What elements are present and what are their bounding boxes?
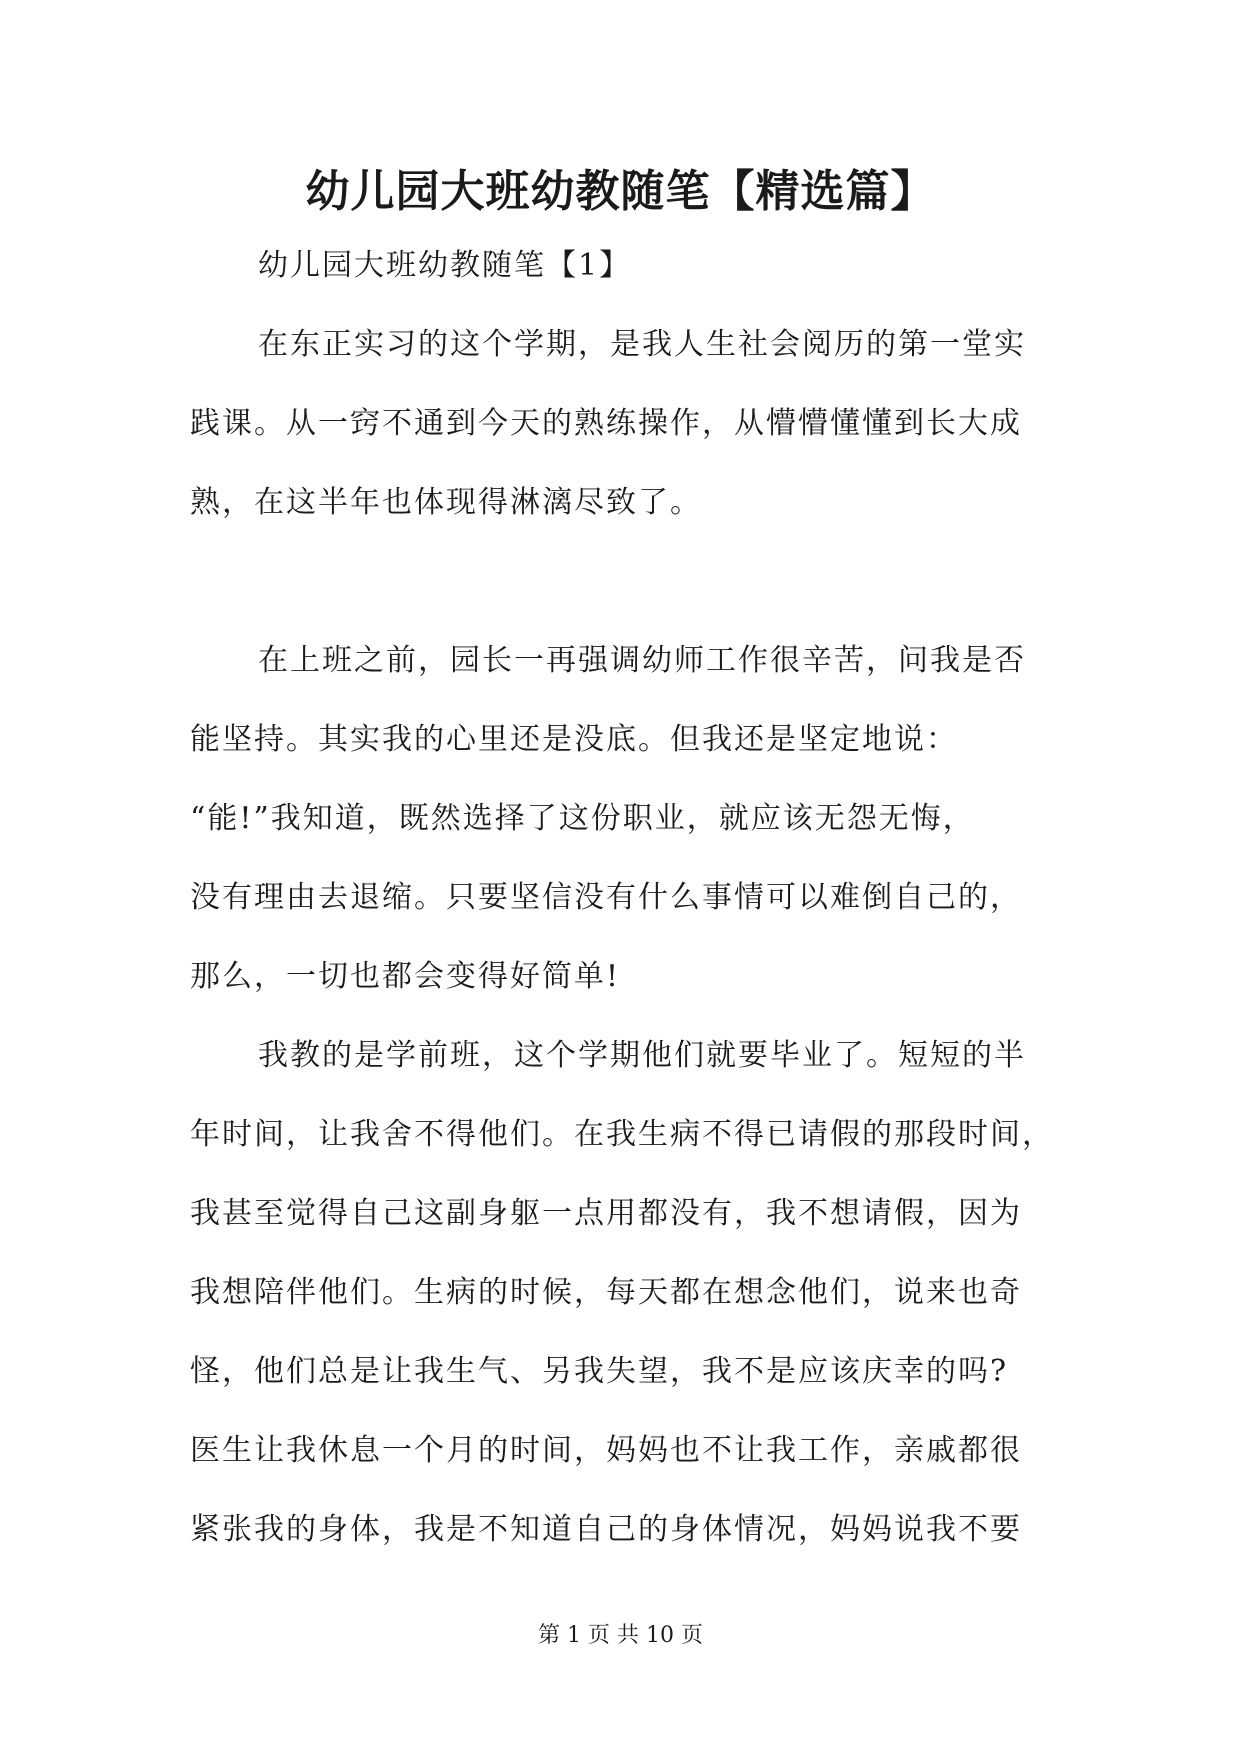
document-body bbox=[190, 226, 1070, 1569]
document-title: 幼儿园大班幼教随笔【精选篇】 bbox=[305, 166, 936, 217]
paragraph-2-line-2: 能坚持。其实我的心里还是没底。但我还是坚定地说： bbox=[190, 722, 958, 757]
paragraph-2-line-5: 那么，一切也都会变得好简单! bbox=[190, 959, 621, 994]
paragraph-3-line-6: 医生让我休息一个月的时间，妈妈也不让我工作，亲戚都很 bbox=[190, 1433, 1022, 1468]
section-heading: 幼儿园大班幼教随笔【1】 bbox=[258, 248, 632, 283]
paragraph-3-line-1: 我教的是学前班，这个学期他们就要毕业了。短短的半 bbox=[258, 1038, 1026, 1073]
paragraph-gap bbox=[190, 542, 1070, 621]
paragraph-2-line-3: “能!”我知道，既然选择了这份职业，就应该无怨无悔， bbox=[190, 801, 975, 836]
paragraph-2-line-4: 没有理由去退缩。只要坚信没有什么事情可以难倒自己的， bbox=[190, 880, 1022, 915]
paragraph-2-line-1: 在上班之前，园长一再强调幼师工作很辛苦，问我是否 bbox=[258, 643, 1026, 678]
paragraph-1-line-3: 熟，在这半年也体现得淋漓尽致了。 bbox=[190, 485, 702, 520]
page-number: 第 1 页 共 10 页 bbox=[538, 1623, 703, 1648]
paragraph-3-line-5: 怪，他们总是让我生气、另我失望，我不是应该庆幸的吗? bbox=[190, 1354, 1009, 1389]
paragraph-3-line-3: 我甚至觉得自己这副身躯一点用都没有，我不想请假，因为 bbox=[190, 1196, 1022, 1231]
paragraph-1-line-2: 践课。从一窍不通到今天的熟练操作，从懵懵懂懂到长大成 bbox=[190, 406, 1022, 441]
paragraph-3-line-2: 年时间，让我舍不得他们。在我生病不得已请假的那段时间， bbox=[190, 1117, 1054, 1152]
paragraph-3-line-7: 紧张我的身体，我是不知道自己的身体情况，妈妈说我不要 bbox=[190, 1512, 1022, 1547]
paragraph-3-line-4: 我想陪伴他们。生病的时候，每天都在想念他们，说来也奇 bbox=[190, 1275, 1022, 1310]
paragraph-1-line-1: 在东正实习的这个学期，是我人生社会阅历的第一堂实 bbox=[258, 327, 1026, 362]
